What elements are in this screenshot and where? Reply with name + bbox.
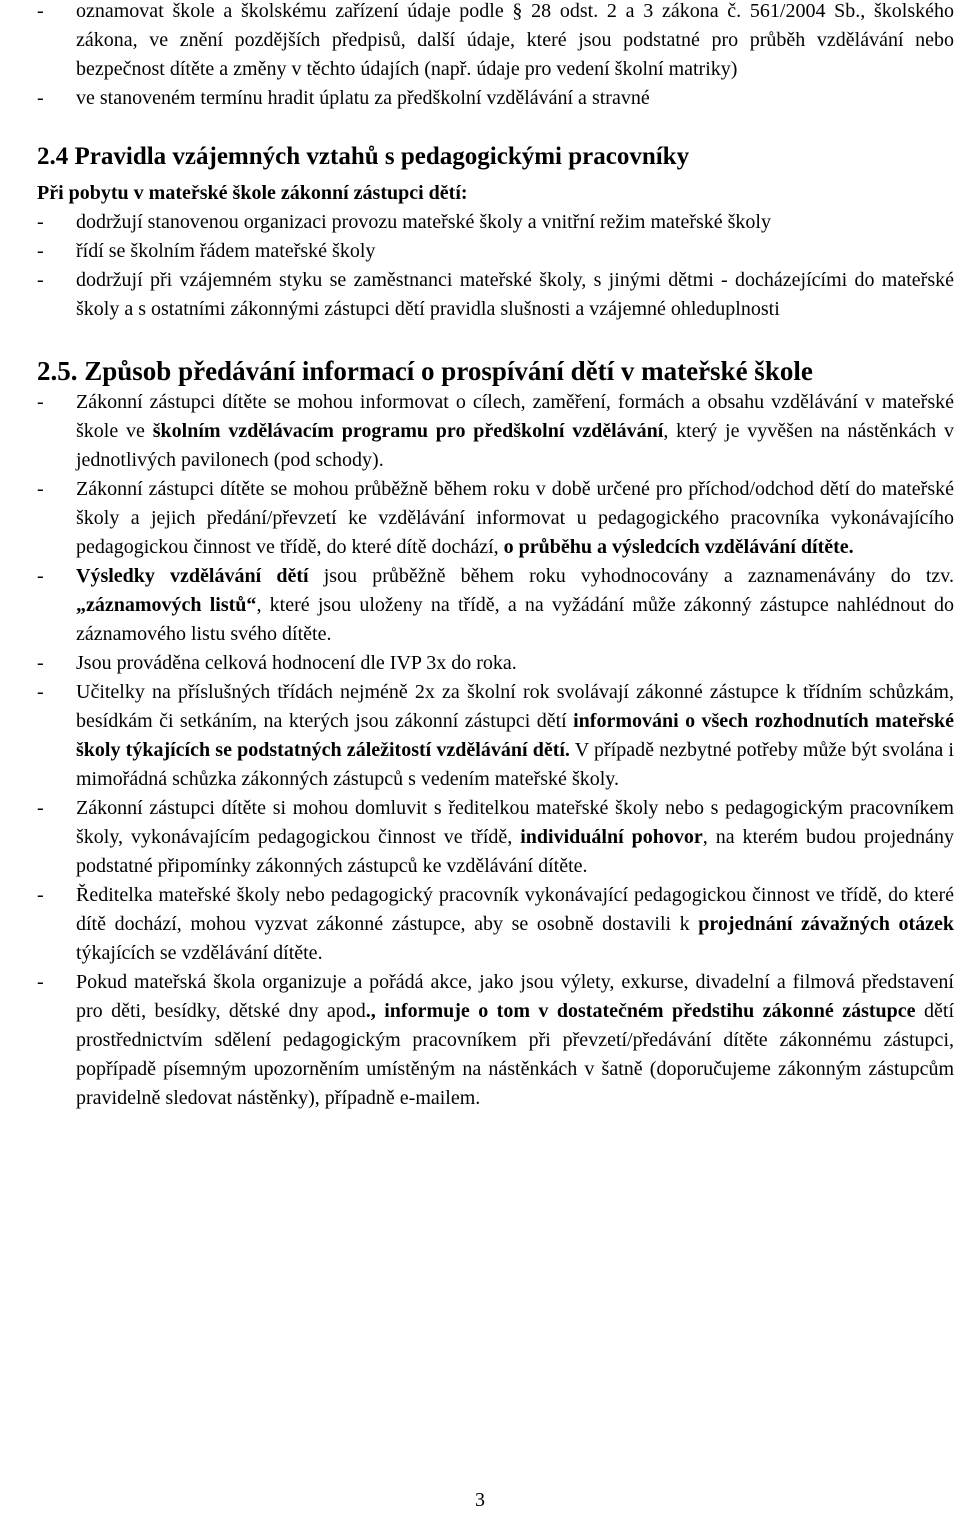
list-dash: - (37, 565, 44, 587)
list-dash: - (37, 971, 44, 993)
page-number: 3 (475, 1489, 485, 1511)
list-item-text: dodržují stanovenou organizaci provozu mateřské školy a vnitřní režim mateřské školy (76, 211, 771, 233)
list-item (37, 968, 954, 1113)
list-item-text (76, 562, 954, 649)
section-lead-text: Při pobytu v mateřské škole zákonní zástupci dětí: (37, 182, 468, 204)
text-run: Učitelky na příslušných třídách nejméně 2x za školní rok svolávají zákonné zástupce k třídním schůzkám, besídkám či setkáním, na kterých jsou zákonní zástupci dětí (76, 681, 954, 732)
list-item-text: Jsou prováděna celková hodnocení dle IVP 3x do roka. (76, 652, 517, 674)
list-dash: - (37, 884, 44, 906)
list-dash: - (37, 681, 44, 703)
list-dash: - (37, 478, 44, 500)
text-run: Zákonní zástupci dítěte se mohou informovat o cílech, zaměření, formách a obsahu vzdělávání v mateřské škole ve (76, 391, 954, 442)
list-item-text (76, 968, 954, 1113)
list-dash: - (37, 797, 44, 819)
list-item (37, 475, 954, 562)
bold-run: Výsledky vzdělávání dětí (76, 565, 309, 587)
section-heading-2-4: 2.4 Pravidla vzájemných vztahů s pedagogickými pracovníky (37, 143, 690, 170)
text-run: , který je vyvěšen na nástěnkách v jednotlivých pavilonech (pod schody). (76, 420, 954, 471)
text-run: , které jsou uloženy na třídě, a na vyžádání může zákonný zástupce nahlédnout do záznamového listu svého dítěte. (76, 594, 955, 645)
list-item (37, 562, 954, 649)
list-dash: - (37, 87, 44, 109)
text-run: Zákonní zástupci dítěte se mohou průběžně během roku v době určené pro příchod/odchod dětí do mateřské školy a jejich předání/převzetí ke vzdělávání informovat u pedagogického pracovníka vykonávajícího pedagogickou činnost ve třídě, do které dítě dochází, (76, 478, 954, 558)
top-list (37, 0, 954, 113)
bold-run: informováni o všech rozhodnutích mateřské školy týkajících se podstatných záležitostí vzdělávání dětí. (76, 710, 954, 761)
text-run: Zákonní zástupci dítěte si mohou domluvit s ředitelkou mateřské školy nebo s pedagogickým pracovníkem školy, vykonávajícím pedagogickou činnost ve třídě, (76, 797, 954, 848)
bold-run: ., informuje o tom v dostatečném předstihu zákonné zástupce (365, 1000, 916, 1022)
list-item-text: řídí se školním řádem mateřské školy (76, 240, 376, 262)
bold-run: „záznamových listů“ (76, 594, 257, 616)
list-item-text: ve stanoveném termínu hradit úplatu za předškolní vzdělávání a stravné (76, 87, 650, 109)
list-item (37, 237, 954, 266)
list-dash: - (37, 269, 44, 291)
list-item (37, 0, 954, 84)
list-dash: - (37, 652, 44, 674)
list-dash: - (37, 0, 44, 22)
list-dash: - (37, 240, 44, 262)
section-2-4-list (37, 208, 954, 324)
list-item (37, 208, 954, 237)
section-heading-2-5: 2.5. Způsob předávání informací o prospívání dětí v mateřské škole (37, 356, 813, 386)
list-item (37, 388, 954, 475)
list-item-text (76, 881, 954, 968)
list-item-text (76, 794, 954, 881)
list-dash: - (37, 211, 44, 233)
list-item (37, 84, 954, 113)
bold-run: projednání závažných otázek (698, 913, 955, 935)
text-run: V případě nezbytné potřeby může být svolána i mimořádná schůzka zákonných zástupců s vedením mateřské školy. (76, 739, 954, 790)
bold-run: individuální pohovor (520, 826, 703, 848)
text-run: týkajících se vzdělávání dítěte. (76, 942, 323, 964)
text-run: Pokud mateřská škola organizuje a pořádá akce, jako jsou výlety, exkurse, divadelní a filmová představení pro děti, besídky, dětské dny apod (76, 971, 954, 1022)
list-item-text (76, 388, 954, 475)
list-dash: - (37, 391, 44, 413)
list-item (37, 649, 954, 678)
list-item (37, 881, 954, 968)
text-run: jsou průběžně během roku vyhodnocovány a zaznamenávány do tzv. (308, 565, 954, 587)
text-run: , na kterém budou projednány podstatné připomínky zákonných zástupců ke vzdělávání dítěte. (76, 826, 955, 877)
section-2-5-list (37, 388, 954, 1113)
list-item-text (76, 475, 954, 562)
list-item (37, 794, 954, 881)
list-item (37, 266, 954, 324)
list-item-text: oznamovat škole a školskému zařízení údaje podle § 28 odst. 2 a 3 zákona č. 561/2004 Sb., školského zákona, ve znění pozdějších předpisů, další údaje, které jsou podstatné pro průběh vzdělávání nebo bezpečnost dítěte a změny v těchto údajích (např. údaje pro vedení školní matriky) (76, 0, 954, 80)
text-run: Ředitelka mateřské školy nebo pedagogický pracovník vykonávající pedagogickou činnost ve třídě, do které dítě dochází, mohou vyzvat zákonné zástupce, aby se osobně dostavili k (76, 884, 954, 935)
list-item-text: dodržují při vzájemném styku se zaměstnanci mateřské školy, s jinými dětmi - docházejícími do mateřské školy a s ostatními zákonnými zástupci dětí pravidla slušnosti a vzájemné ohleduplnosti (76, 269, 954, 320)
text-run: dětí prostřednictvím sdělení pedagogickým pracovníkem při převzetí/předávání dítěte zákonnému zástupci, popřípadě písemným upozorněním umístěným na nástěnkách v šatně (doporučujeme zákonným zástupcům pravidelně sledovat nástěnky), případně e-mailem. (76, 1000, 955, 1109)
bold-run: školním vzdělávacím programu pro předškolní vzdělávání (152, 420, 664, 442)
list-item-text (76, 678, 954, 794)
list-item (37, 678, 954, 794)
bold-run: o průběhu a výsledcích vzdělávání dítěte. (503, 536, 854, 558)
